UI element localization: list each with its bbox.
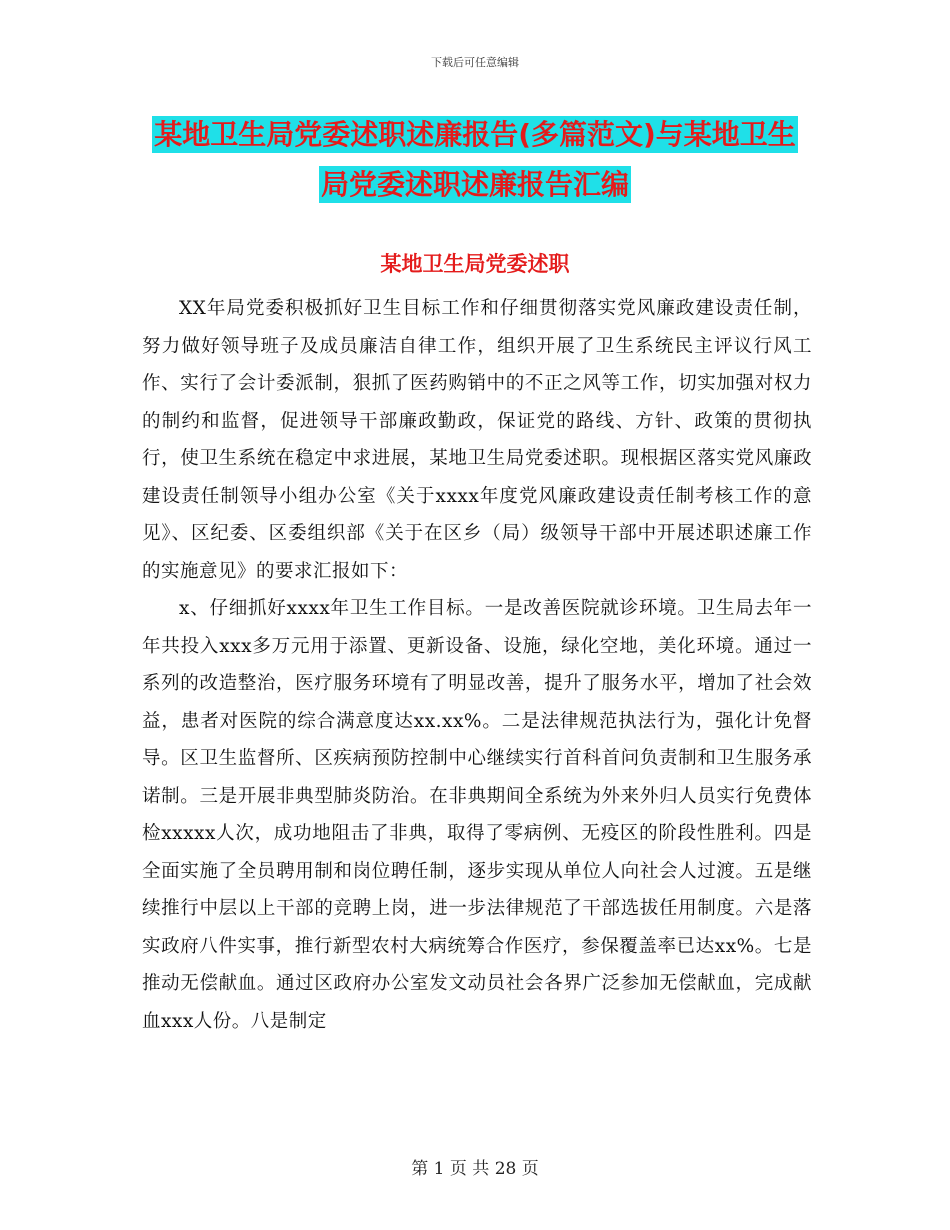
- body-paragraph: x、仔细抓好xxxx年卫生工作目标。一是改善医院就诊环境。卫生局去年一年共投入xxx多万元用于添置、更新设备、设施，绿化空地，美化环境。通过一系列的改造整治，医疗服务环境有了明显改善，提升了服务水平，增加了社会效益，患者对医院的综合满意度达xx.xx%。二是法律规范执法行为，强化计免督导。区卫生监督所、区疾病预防控制中心继续实行首科首问负责制和卫生服务承诺制。三是开展非典型肺炎防治。在非典期间全系统为外来外归人员实行免费体检xxxxx人次，成功地阻击了非典，取得了零病例、无疫区的阶段性胜利。四是全面实施了全员聘用制和岗位聘任制，逐步实现从单位人向社会人过渡。五是继续推行中层以上干部的竞聘上岗，进一步法律规范了干部选拔任用制度。六是落实政府八件实事，推行新型农村大病统筹合作医疗，参保覆盖率已达xx%。七是推动无偿献血。通过区政府办公室发文动员社会各界广泛参加无偿献血，完成献血xxx人份。八是制定: [142, 598, 812, 1032]
- page-footer: 第 1 页 共 28 页: [411, 1159, 539, 1179]
- section-heading: 某地卫生局党委述职: [380, 252, 570, 276]
- document-title: [0, 110, 950, 210]
- document-title-line-1: 某地卫生局党委述职述廉报告(多篇范文)与某地卫生: [154, 118, 796, 151]
- body-paragraph: XX年局党委积极抓好卫生目标工作和仔细贯彻落实党风廉政建设责任制，努力做好领导班子及成员廉洁自律工作，组织开展了卫生系统民主评议行风工作、实行了会计委派制，狠抓了医药购销中的不正之风等工作，切实加强对权力的制约和监督，促进领导干部廉政勤政，保证党的路线、方针、政策的贯彻执行，使卫生系统在稳定中求进展，某地卫生局党委述职。现根据区落实党风廉政建设责任制领导小组办公室《关于xxxx年度党风廉政建设责任制考核工作的意见》、区纪委、区委组织部《关于在区乡（局）级领导干部中开展述职述廉工作的实施意见》的要求汇报如下：: [142, 298, 812, 582]
- document-title-line-2: 局党委述职述廉报告汇编: [320, 168, 629, 201]
- document-body: [142, 290, 812, 1040]
- header-note: 下载后可任意编辑: [431, 56, 519, 69]
